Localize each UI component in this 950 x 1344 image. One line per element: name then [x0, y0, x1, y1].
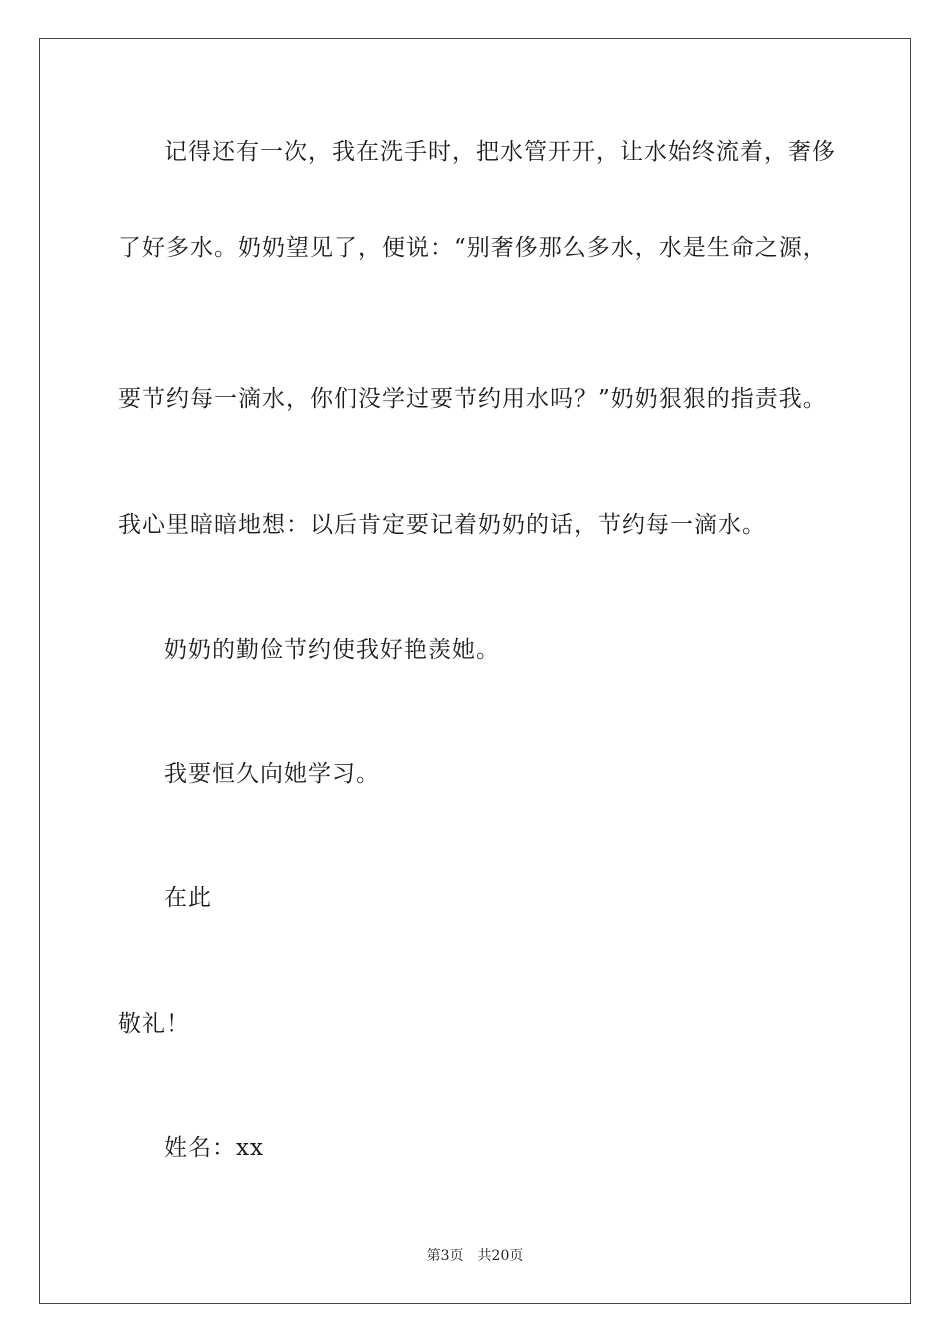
body-line-5: 奶奶的勤俭节约使我好艳羡她。 — [164, 637, 500, 663]
closing-line: 在此 — [164, 885, 212, 911]
body-line-4: 我心里暗暗地想：以后肯定要记着奶奶的话，节约每一滴水。 — [118, 512, 766, 538]
body-line-2: 了好多水。奶奶望见了，便说：“别奢侈那么多水，水是生命之源， — [118, 235, 827, 261]
body-line-1: 记得还有一次，我在洗手时，把水管开开，让水始终流着，奢侈 — [164, 139, 836, 165]
page-number: 第3页 — [426, 1248, 464, 1264]
signature-line: 姓名：xx — [164, 1135, 264, 1161]
body-line-6: 我要恒久向她学习。 — [164, 761, 380, 787]
salutation-line: 敬礼！ — [118, 1011, 190, 1037]
page-total: 共20页 — [477, 1248, 524, 1264]
page-border — [39, 38, 911, 1304]
body-line-3: 要节约每一滴水，你们没学过要节约用水吗？”奶奶狠狠的指责我。 — [118, 386, 827, 412]
page-footer — [0, 1247, 950, 1265]
